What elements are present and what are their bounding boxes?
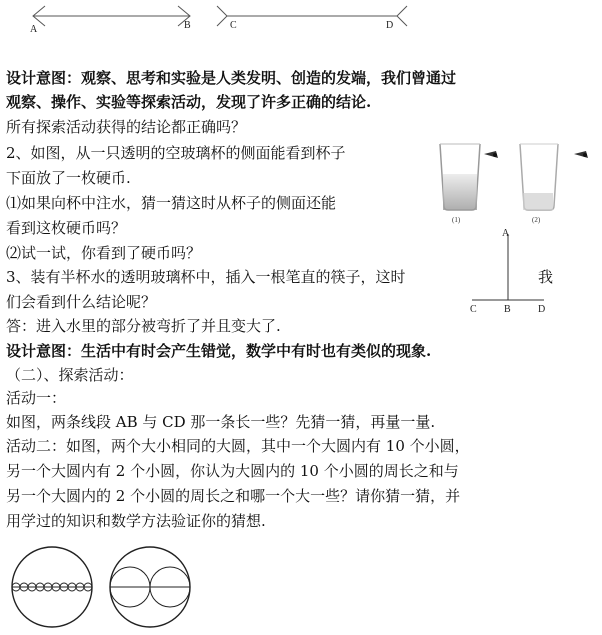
label-d: D [386, 20, 394, 31]
label-a: A [30, 24, 38, 35]
q3-line2: 们会看到什么结论呢？ [6, 293, 157, 311]
glass-caption-2: (2) [532, 216, 541, 224]
label-left-c: C [470, 304, 477, 315]
circles-figure [0, 540, 200, 635]
glass-cup-1 [440, 144, 480, 210]
eye-icon [574, 151, 588, 158]
q2-line1: 2、如图，从一只透明的空玻璃杯的侧面能看到杯子 [6, 144, 346, 162]
fin-c [217, 6, 227, 26]
q2-1-line2: 看到这枚硬币吗？ [6, 219, 127, 237]
activity2-line2: 另一个大圆内有 2 个小圆，你认为大圆内的 10 个小圆的周长之和与 [6, 462, 459, 480]
activity2-line4: 用学过的知识和数学方法验证你的猜想. [6, 512, 266, 530]
q2-2: ⑵试一试，你看到了硬币吗？ [6, 244, 202, 262]
design-intent-2: 设计意图：生活中有时会产生错觉，数学中有时也有类似的现象. [6, 342, 432, 360]
design-intent-1-line1: 设计意图：观察、思考和实验是人类发明、创造的发端，我们曾通过 [6, 69, 457, 87]
q3-line1: 3、装有半杯水的透明玻璃杯中，插入一根笔直的筷子，这时 [6, 268, 406, 286]
answer: 答：进入水里的部分被弯折了并且变大了. [6, 317, 281, 335]
eye-icon [484, 151, 498, 158]
design-intent-1-line2: 观察、操作、实验等探索活动，发现了许多正确的结论. [6, 93, 372, 111]
activity1-text: 如图，两条线段 AB 与 CD 那一条长一些？先猜一猜，再量一量. [6, 413, 436, 431]
activity2-line1: 活动二：如图，两个大小相同的大圆，其中一个大圆内有 10 个小圆， [6, 437, 470, 455]
label-right-d: D [538, 304, 546, 315]
glass-cup-2 [520, 144, 558, 210]
glass-caption-1: (1) [452, 216, 461, 224]
glass-cups-figure [432, 138, 602, 226]
label-foot-b: B [504, 304, 511, 315]
left-big-circle-group [12, 547, 92, 627]
q2-1-line1: ⑴如果向杯中注水，猜一猜这时从杯子的侧面还能 [6, 194, 337, 212]
label-top-a: A [502, 228, 510, 239]
label-c: C [230, 20, 237, 31]
fin-d [397, 6, 407, 26]
activity1-title: 活动一： [6, 389, 67, 407]
perpendicular-figure [462, 224, 562, 316]
q3-line1-tail: 我 [538, 268, 554, 286]
question-all-conclusions: 所有探索活动获得的结论都正确吗？ [6, 118, 247, 136]
label-b: B [184, 20, 191, 31]
activity2-line3: 另一个大圆内的 2 个小圆的周长之和哪一个大一些？请你猜一猜，并 [6, 487, 461, 505]
q2-line2: 下面放了一枚硬币. [6, 169, 131, 187]
segment-figure [0, 0, 430, 40]
right-big-circle-group [110, 547, 190, 627]
section-2-heading: （二）、探索活动： [6, 366, 134, 384]
